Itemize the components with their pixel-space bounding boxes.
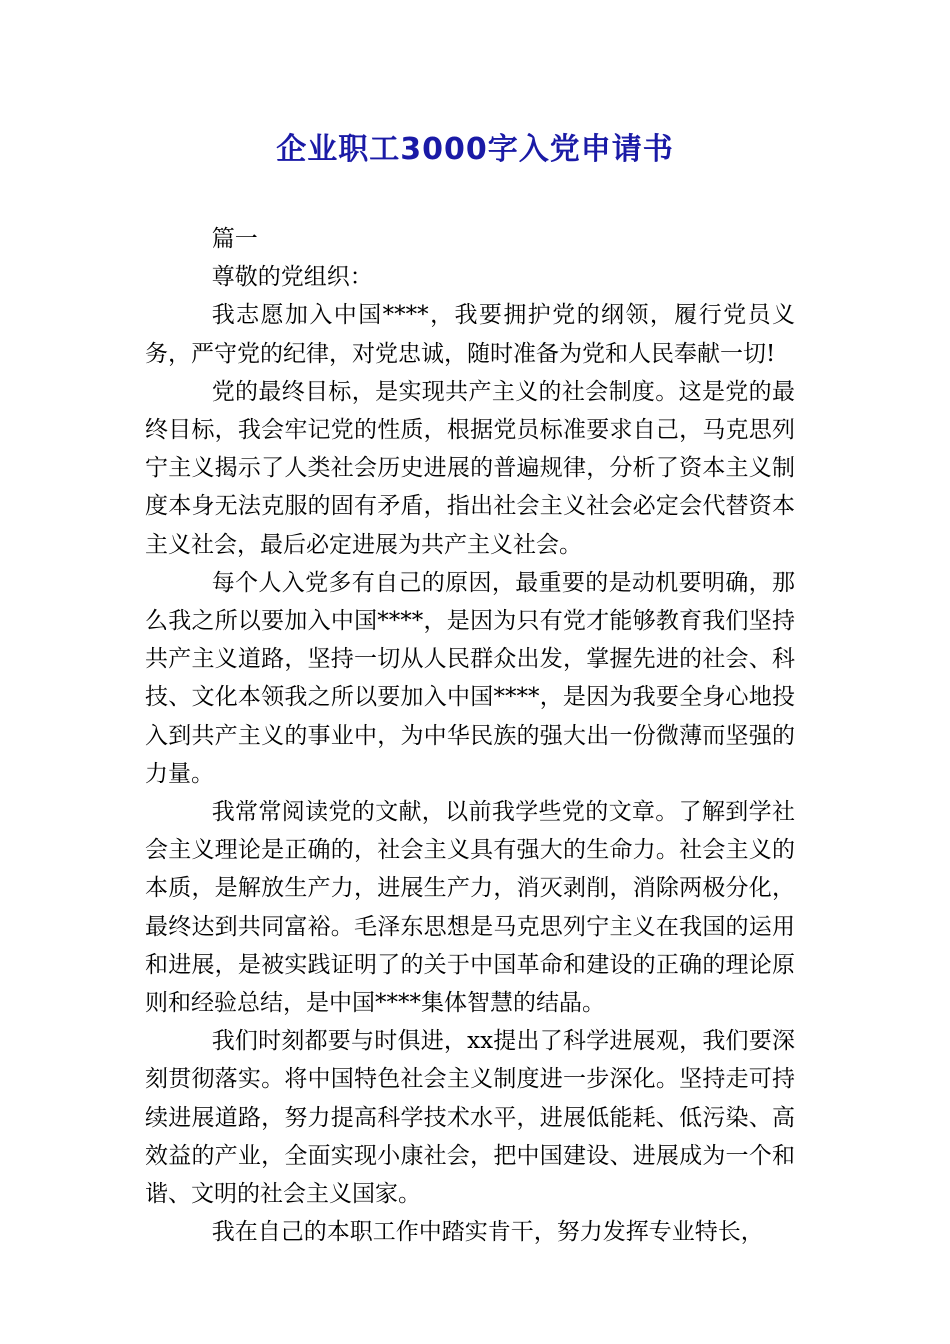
document-title: 企业职工3000字入党申请书 [276, 132, 674, 167]
paragraph: 我在自己的本职工作中踏实肯干，努力发挥专业特长， [211, 1219, 764, 1246]
paragraph: 党的最终目标，是实现共产主义的社会制度。这是党的最终目标，我会牢记党的性质，根据党员标准要求自己，马克思列宁主义揭示了人类社会历史进展的普遍规律，分析了资本主义制度本身无法克服的固有矛盾，指出社会主义社会必定会代替资本主义社会，最后必定进展为共产主义社会。 [145, 378, 795, 558]
section-heading: 篇一 [211, 226, 258, 252]
paragraph: 我们时刻都要与时俱进，xx提出了科学进展观，我们要深刻贯彻落实。将中国特色社会主义制度进一步深化。坚持走可持续进展道路，努力提高科学技术水平，进展低能耗、低污染、高效益的产业，全面实现小康社会，把中国建设、进展成为一个和谐、文明的社会主义国家。 [145, 1028, 795, 1208]
document-body [145, 220, 795, 1251]
salutation: 尊敬的党组织： [211, 264, 373, 291]
paragraph: 每个人入党多有自己的原因，最重要的是动机要明确，那么我之所以要加入中国****，是因为只有党才能够教育我们坚持共产主义道路，坚持一切从人民群众出发，掌握先进的社会、科技、文化本领我之所以要加入中国****，是因为我要全身心地投入到共产主义的事业中，为中华民族的强大出一份微薄而坚强的力量。 [145, 569, 795, 787]
paragraph: 我志愿加入中国****，我要拥护党的纲领，履行党员义务，严守党的纪律，对党忠诚，随时准备为党和人民奉献一切! [145, 302, 795, 367]
paragraph: 我常常阅读党的文献，以前我学些党的文章。了解到学社会主义理论是正确的，社会主义具有强大的生命力。社会主义的本质，是解放生产力，进展生产力，消灭剥削，消除两极分化，最终达到共同富裕。毛泽东思想是马克思列宁主义在我国的运用和进展，是被实践证明了的关于中国革命和建设的正确的理论原则和经验总结，是中国****集体智慧的结晶。 [145, 799, 795, 1017]
